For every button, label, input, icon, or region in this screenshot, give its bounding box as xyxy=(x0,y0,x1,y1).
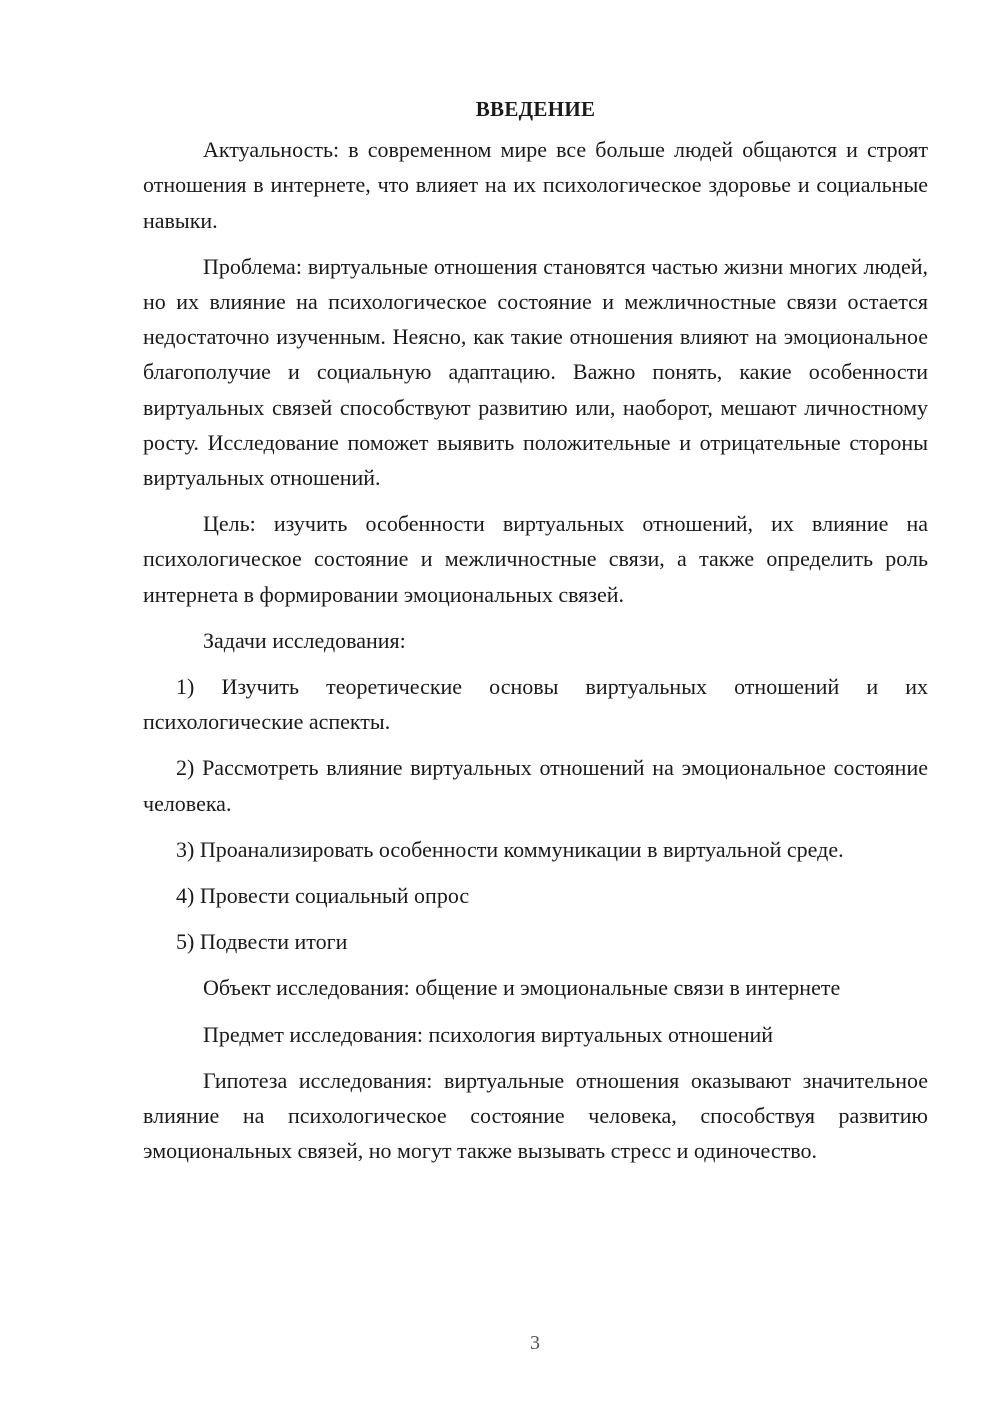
relevance-paragraph: Актуальность: в современном мире все больше людей общаются и строят отношения в интернете, что влияет на их психологическое здоровье и социальные навыки. xyxy=(143,137,928,233)
task-item: 4) Провести социальный опрос xyxy=(176,883,470,909)
task-item: 2) Рассмотреть влияние виртуальных отношений на эмоциональное состояние человека. xyxy=(143,755,928,816)
task-item: 3) Проанализировать особенности коммуникации в виртуальной среде. xyxy=(176,836,844,862)
hypothesis-paragraph: Гипотеза исследования: виртуальные отношения оказывают значительное влияние на психологическое состояние человека, способствуя развитию эмоциональных связей, но могут также вызывать стресс и одиночество. xyxy=(143,1067,928,1164)
page-number: 3 xyxy=(530,1332,540,1354)
object-paragraph: Объект исследования: общение и эмоциональные связи в интернете xyxy=(203,975,841,1001)
problem-paragraph: Проблема: виртуальные отношения становятся частью жизни многих людей, но их влияние на психологическое состояние и межличностные связи остается недостаточно изученным. Неясно, как такие отношения влияют на эмоциональное благополучие и социальную адаптацию. Важно понять, какие особенности виртуальных связей способствуют развитию или, наоборот, мешают личностному росту. Исследование поможет выявить положительные и отрицательные стороны виртуальных отношений. xyxy=(143,253,928,491)
section-title: ВВЕДЕНИЕ xyxy=(475,97,596,121)
task-item: 5) Подвести итоги xyxy=(176,929,348,955)
task-item: 1) Изучить теоретические основы виртуальных отношений и их психологические аспекты. xyxy=(143,674,928,735)
goal-paragraph: Цель: изучить особенности виртуальных отношений, их влияние на психологическое состояние и межличностные связи, а также определить роль интернета в формировании эмоциональных связей. xyxy=(143,511,928,607)
tasks-heading: Задачи исследования: xyxy=(203,627,406,653)
subject-paragraph: Предмет исследования: психология виртуальных отношений xyxy=(203,1021,774,1047)
document-page xyxy=(143,92,928,1179)
